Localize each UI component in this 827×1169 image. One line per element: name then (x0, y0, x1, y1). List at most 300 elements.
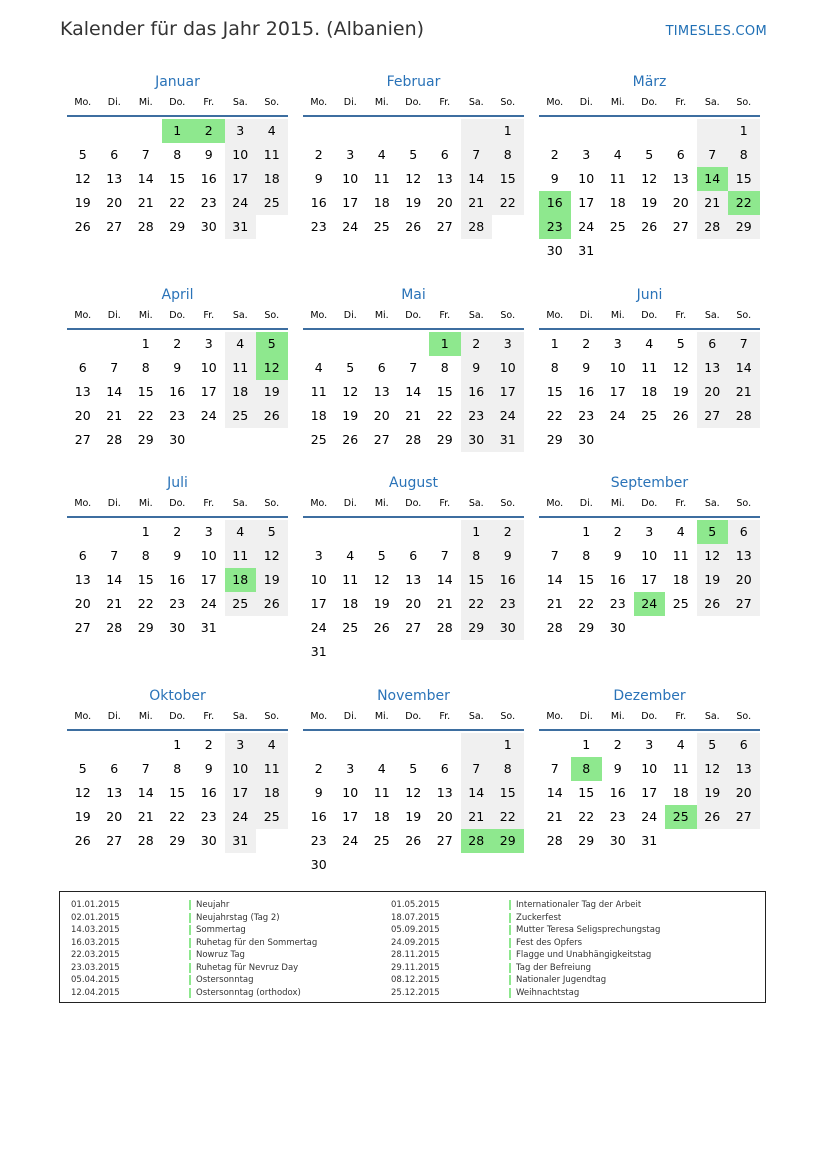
weekday-header (539, 308, 760, 330)
day-cell: 29 (169, 833, 186, 848)
day-cell: 2 (314, 147, 323, 162)
weekday-label: So. (736, 711, 752, 722)
week-row (303, 380, 524, 404)
day-cell: 20 (373, 408, 390, 423)
day-grid (539, 733, 760, 853)
empty-cell (366, 119, 398, 143)
weekday-label: So. (264, 97, 280, 108)
day-cell: 20 (728, 568, 760, 592)
day-cell: 17 (342, 195, 359, 210)
day-cell: 3 (645, 524, 654, 539)
day-cell: 11 (672, 761, 689, 776)
week-row (303, 616, 524, 640)
day-cell: 20 (106, 809, 123, 824)
legend-color-marker (509, 950, 511, 960)
legend-row (71, 987, 317, 1000)
empty-cell (539, 733, 571, 757)
weekday-label: Sa. (468, 310, 484, 321)
day-cell: 14 (137, 785, 154, 800)
weekday-label: Mo. (310, 310, 328, 321)
weekday-label: Do. (169, 711, 186, 722)
weekday-label: Mo. (546, 97, 564, 108)
day-cell: 27 (436, 219, 453, 234)
day-cell: 17 (310, 596, 327, 611)
day-cell: 14 (546, 785, 563, 800)
weekday-label: So. (736, 310, 752, 321)
weekday-header (67, 95, 288, 117)
empty-cell (398, 520, 430, 544)
day-cell: 19 (256, 380, 288, 404)
empty-cell (429, 640, 461, 664)
legend-row (71, 962, 317, 975)
weekday-label: Do. (169, 310, 186, 321)
day-cell: 27 (728, 592, 760, 616)
day-cell: 13 (74, 384, 91, 399)
legend-color-marker (509, 913, 511, 923)
day-cell: 31 (225, 829, 257, 853)
day-cell: 21 (405, 408, 422, 423)
day-cell: 6 (110, 147, 119, 162)
day-cell: 21 (546, 596, 563, 611)
day-grid (539, 332, 760, 452)
day-cell: 4 (377, 761, 386, 776)
empty-cell (303, 332, 335, 356)
month-block-september (539, 473, 760, 640)
day-cell: 7 (550, 548, 559, 563)
empty-cell (303, 119, 335, 143)
day-cell: 7 (697, 143, 729, 167)
weekday-label: Do. (641, 711, 658, 722)
empty-cell (602, 428, 634, 452)
week-row (539, 167, 760, 191)
empty-cell (665, 239, 697, 263)
day-cell: 16 (169, 384, 186, 399)
day-cell: 9 (492, 544, 524, 568)
legend-row (71, 937, 317, 950)
weekday-label: Di. (343, 97, 357, 108)
day-cell: 23 (200, 195, 217, 210)
day-cell: 19 (373, 596, 390, 611)
day-cell: 25 (256, 191, 288, 215)
day-cell: 2 (492, 520, 524, 544)
holiday-legend (59, 891, 766, 1003)
month-title: September (610, 475, 689, 491)
day-cell: 9 (550, 171, 559, 186)
week-row (67, 757, 288, 781)
day-cell: 29 (436, 432, 453, 447)
legend-column-right (391, 899, 660, 999)
legend-date: 08.12.2015 (391, 975, 440, 985)
day-cell: 26 (256, 592, 288, 616)
day-cell: 3 (613, 336, 622, 351)
day-cell: 8 (571, 757, 603, 781)
day-cell: 22 (728, 191, 760, 215)
weekday-label: Sa. (232, 97, 248, 108)
day-cell: 6 (110, 761, 119, 776)
day-cell: 16 (310, 195, 327, 210)
day-cell: 14 (546, 572, 563, 587)
legend-date: 01.05.2015 (391, 900, 440, 910)
empty-cell (461, 733, 493, 757)
day-cell: 4 (676, 524, 685, 539)
empty-cell (602, 239, 634, 263)
day-grid (67, 332, 288, 452)
weekday-label: Do. (169, 97, 186, 108)
day-cell: 27 (672, 219, 689, 234)
day-cell: 24 (641, 809, 658, 824)
day-cell: 22 (461, 592, 493, 616)
day-cell: 11 (310, 384, 327, 399)
weekday-label: So. (500, 97, 516, 108)
empty-cell (634, 239, 666, 263)
week-row (67, 356, 288, 380)
week-row (67, 592, 288, 616)
empty-cell (67, 332, 99, 356)
day-cell: 18 (256, 781, 288, 805)
day-cell: 22 (169, 195, 186, 210)
day-cell: 13 (672, 171, 689, 186)
day-cell: 4 (346, 548, 355, 563)
weekday-label: Fr. (675, 498, 687, 509)
day-cell: 28 (137, 219, 154, 234)
day-cell: 18 (609, 195, 626, 210)
day-cell: 23 (169, 596, 186, 611)
day-cell: 23 (310, 833, 327, 848)
day-cell: 5 (697, 520, 729, 544)
day-grid (539, 520, 760, 640)
day-cell: 21 (461, 191, 493, 215)
day-cell: 20 (405, 596, 422, 611)
day-cell: 14 (106, 384, 123, 399)
weekday-header (303, 95, 524, 117)
day-cell: 7 (461, 757, 493, 781)
legend-row (391, 962, 660, 975)
day-cell: 16 (578, 384, 595, 399)
day-cell: 8 (582, 548, 591, 563)
legend-date: 05.09.2015 (391, 925, 440, 935)
day-cell: 22 (436, 408, 453, 423)
day-cell: 12 (672, 360, 689, 375)
day-cell: 9 (613, 548, 622, 563)
day-cell: 1 (141, 336, 150, 351)
day-cell: 20 (672, 195, 689, 210)
day-cell: 13 (74, 572, 91, 587)
weekday-header (303, 709, 524, 731)
day-cell: 5 (256, 520, 288, 544)
day-cell: 4 (256, 733, 288, 757)
day-cell: 26 (405, 219, 422, 234)
empty-cell (571, 119, 603, 143)
weekday-label: So. (736, 97, 752, 108)
day-cell: 15 (578, 785, 595, 800)
day-cell: 22 (169, 809, 186, 824)
weekday-label: Mi. (138, 97, 153, 108)
day-cell: 29 (137, 432, 154, 447)
month-block-januar (67, 72, 288, 239)
day-cell: 5 (676, 336, 685, 351)
empty-cell (67, 520, 99, 544)
weekday-label: Sa. (704, 711, 720, 722)
week-row (67, 733, 288, 757)
day-cell: 1 (173, 737, 182, 752)
day-cell: 24 (200, 596, 217, 611)
weekday-label: Sa. (704, 310, 720, 321)
day-cell: 8 (173, 761, 182, 776)
month-block-dezember (539, 686, 760, 853)
weekday-label: Di. (579, 97, 593, 108)
day-cell: 7 (141, 761, 150, 776)
week-row (67, 191, 288, 215)
day-cell: 11 (225, 356, 257, 380)
day-cell: 12 (373, 572, 390, 587)
day-cell: 27 (405, 620, 422, 635)
empty-cell (335, 640, 367, 664)
day-cell: 23 (461, 404, 493, 428)
week-row (303, 143, 524, 167)
weekday-label: Mo. (74, 498, 92, 509)
day-cell: 7 (550, 761, 559, 776)
empty-cell (728, 616, 760, 640)
legend-date: 12.04.2015 (71, 987, 120, 998)
day-cell: 16 (539, 191, 571, 215)
day-cell: 26 (405, 833, 422, 848)
day-cell: 27 (74, 432, 91, 447)
legend-date: 01.01.2015 (71, 900, 120, 910)
day-cell: 21 (106, 596, 123, 611)
legend-row (391, 987, 660, 1000)
month-title: Mai (401, 287, 426, 303)
week-row (303, 356, 524, 380)
week-row (67, 428, 288, 452)
day-cell: 8 (550, 360, 559, 375)
day-cell: 12 (405, 171, 422, 186)
day-cell: 23 (169, 408, 186, 423)
day-cell: 22 (578, 809, 595, 824)
day-cell: 14 (137, 171, 154, 186)
legend-row (391, 974, 660, 987)
legend-date: 14.03.2015 (71, 925, 120, 935)
empty-cell (697, 119, 729, 143)
week-row (303, 829, 524, 853)
day-cell: 11 (373, 785, 390, 800)
legend-holiday-name: Zuckerfest (516, 912, 562, 923)
day-cell: 14 (461, 781, 493, 805)
day-cell: 17 (609, 384, 626, 399)
empty-cell (665, 829, 697, 853)
day-cell: 5 (697, 733, 729, 757)
empty-cell (429, 119, 461, 143)
weekday-label: Fr. (439, 711, 451, 722)
legend-date: 28.11.2015 (391, 950, 440, 960)
day-cell: 19 (405, 809, 422, 824)
day-cell: 28 (137, 833, 154, 848)
brand-link[interactable]: TIMESLES.COM (665, 24, 767, 39)
day-cell: 24 (578, 219, 595, 234)
month-title: Februar (386, 74, 441, 90)
week-row (303, 191, 524, 215)
day-cell: 10 (609, 360, 626, 375)
weekday-label: Fr. (675, 310, 687, 321)
empty-cell (697, 829, 729, 853)
month-title: November (377, 688, 450, 704)
empty-cell (461, 853, 493, 877)
week-row (303, 853, 524, 877)
day-cell: 22 (137, 408, 154, 423)
month-block-februar (303, 72, 524, 239)
day-cell: 19 (672, 384, 689, 399)
day-cell: 29 (578, 620, 595, 635)
day-cell: 19 (697, 781, 729, 805)
week-row (539, 380, 760, 404)
day-cell: 25 (256, 805, 288, 829)
day-cell: 30 (609, 833, 626, 848)
week-row (303, 640, 524, 664)
day-cell: 10 (342, 171, 359, 186)
day-cell: 3 (225, 119, 257, 143)
day-cell: 27 (373, 432, 390, 447)
week-row (539, 520, 760, 544)
day-grid (67, 733, 288, 853)
weekday-label: Do. (641, 498, 658, 509)
day-cell: 13 (106, 171, 123, 186)
day-cell: 21 (137, 809, 154, 824)
day-cell: 15 (728, 167, 760, 191)
day-cell: 17 (641, 785, 658, 800)
day-cell: 31 (225, 215, 257, 239)
week-row (539, 781, 760, 805)
legend-color-marker (189, 950, 191, 960)
week-row (303, 167, 524, 191)
day-cell: 24 (342, 833, 359, 848)
weekday-label: Mi. (610, 310, 625, 321)
week-row (539, 616, 760, 640)
week-row (539, 332, 760, 356)
legend-date: 25.12.2015 (391, 987, 440, 998)
week-row (539, 215, 760, 239)
empty-cell (335, 332, 367, 356)
weekday-label: Di. (107, 711, 121, 722)
day-cell: 13 (373, 384, 390, 399)
day-cell: 30 (609, 620, 626, 635)
weekday-label: Mo. (310, 97, 328, 108)
day-cell: 5 (409, 147, 418, 162)
day-cell: 16 (200, 785, 217, 800)
day-cell: 28 (106, 432, 123, 447)
empty-cell (99, 119, 131, 143)
weekday-label: Sa. (232, 310, 248, 321)
day-cell: 18 (225, 568, 257, 592)
day-grid (303, 119, 524, 239)
empty-cell (67, 119, 99, 143)
weekday-label: Sa. (704, 498, 720, 509)
legend-holiday-name: Ostersonntag (orthodox) (196, 987, 301, 998)
empty-cell (429, 733, 461, 757)
day-cell: 19 (74, 809, 91, 824)
day-cell: 2 (173, 336, 182, 351)
day-cell: 9 (173, 360, 182, 375)
day-cell: 11 (256, 143, 288, 167)
day-cell: 25 (310, 432, 327, 447)
month-title: Juli (167, 475, 188, 491)
legend-color-marker (189, 963, 191, 973)
day-cell: 2 (461, 332, 493, 356)
day-cell: 8 (141, 360, 150, 375)
day-cell: 3 (314, 548, 323, 563)
day-cell: 30 (169, 432, 186, 447)
weekday-label: Mi. (610, 498, 625, 509)
weekday-header (67, 709, 288, 731)
day-cell: 28 (728, 404, 760, 428)
day-cell: 23 (492, 592, 524, 616)
day-cell: 13 (728, 544, 760, 568)
day-cell: 7 (110, 548, 119, 563)
day-cell: 10 (310, 572, 327, 587)
page-title: Kalender für das Jahr 2015. (Albanien) (60, 18, 425, 40)
day-cell: 30 (200, 833, 217, 848)
empty-cell (335, 119, 367, 143)
day-cell: 28 (106, 620, 123, 635)
day-cell: 12 (256, 544, 288, 568)
month-title: Oktober (149, 688, 206, 704)
month-block-august (303, 473, 524, 664)
day-cell: 23 (578, 408, 595, 423)
day-cell: 8 (141, 548, 150, 563)
weekday-label: Do. (169, 498, 186, 509)
empty-cell (697, 239, 729, 263)
day-cell: 15 (137, 384, 154, 399)
week-row (303, 592, 524, 616)
day-cell: 26 (697, 805, 729, 829)
empty-cell (303, 733, 335, 757)
day-cell: 18 (256, 167, 288, 191)
legend-holiday-name: Ruhetag für Nevruz Day (196, 962, 299, 973)
weekday-label: Di. (579, 498, 593, 509)
empty-cell (366, 733, 398, 757)
weekday-label: Fr. (439, 310, 451, 321)
day-cell: 25 (373, 219, 390, 234)
empty-cell (366, 520, 398, 544)
empty-cell (665, 119, 697, 143)
day-cell: 27 (106, 833, 123, 848)
week-row (539, 191, 760, 215)
month-block-juni (539, 285, 760, 452)
day-cell: 19 (342, 408, 359, 423)
day-cell: 7 (728, 332, 760, 356)
day-cell: 26 (641, 219, 658, 234)
empty-cell (398, 733, 430, 757)
day-cell: 20 (74, 408, 91, 423)
day-cell: 12 (74, 171, 91, 186)
day-cell: 11 (342, 572, 359, 587)
week-row (539, 544, 760, 568)
day-cell: 6 (440, 147, 449, 162)
day-cell: 24 (200, 408, 217, 423)
day-cell: 28 (546, 620, 563, 635)
day-cell: 2 (613, 737, 622, 752)
empty-cell (398, 640, 430, 664)
day-cell: 18 (641, 384, 658, 399)
legend-row (391, 937, 660, 950)
day-cell: 7 (110, 360, 119, 375)
day-cell: 28 (546, 833, 563, 848)
weekday-label: Mi. (138, 711, 153, 722)
day-cell: 26 (672, 408, 689, 423)
day-cell: 1 (728, 119, 760, 143)
weekday-label: Fr. (203, 97, 215, 108)
day-cell: 25 (342, 620, 359, 635)
weekday-label: Mo. (74, 310, 92, 321)
day-cell: 24 (609, 408, 626, 423)
